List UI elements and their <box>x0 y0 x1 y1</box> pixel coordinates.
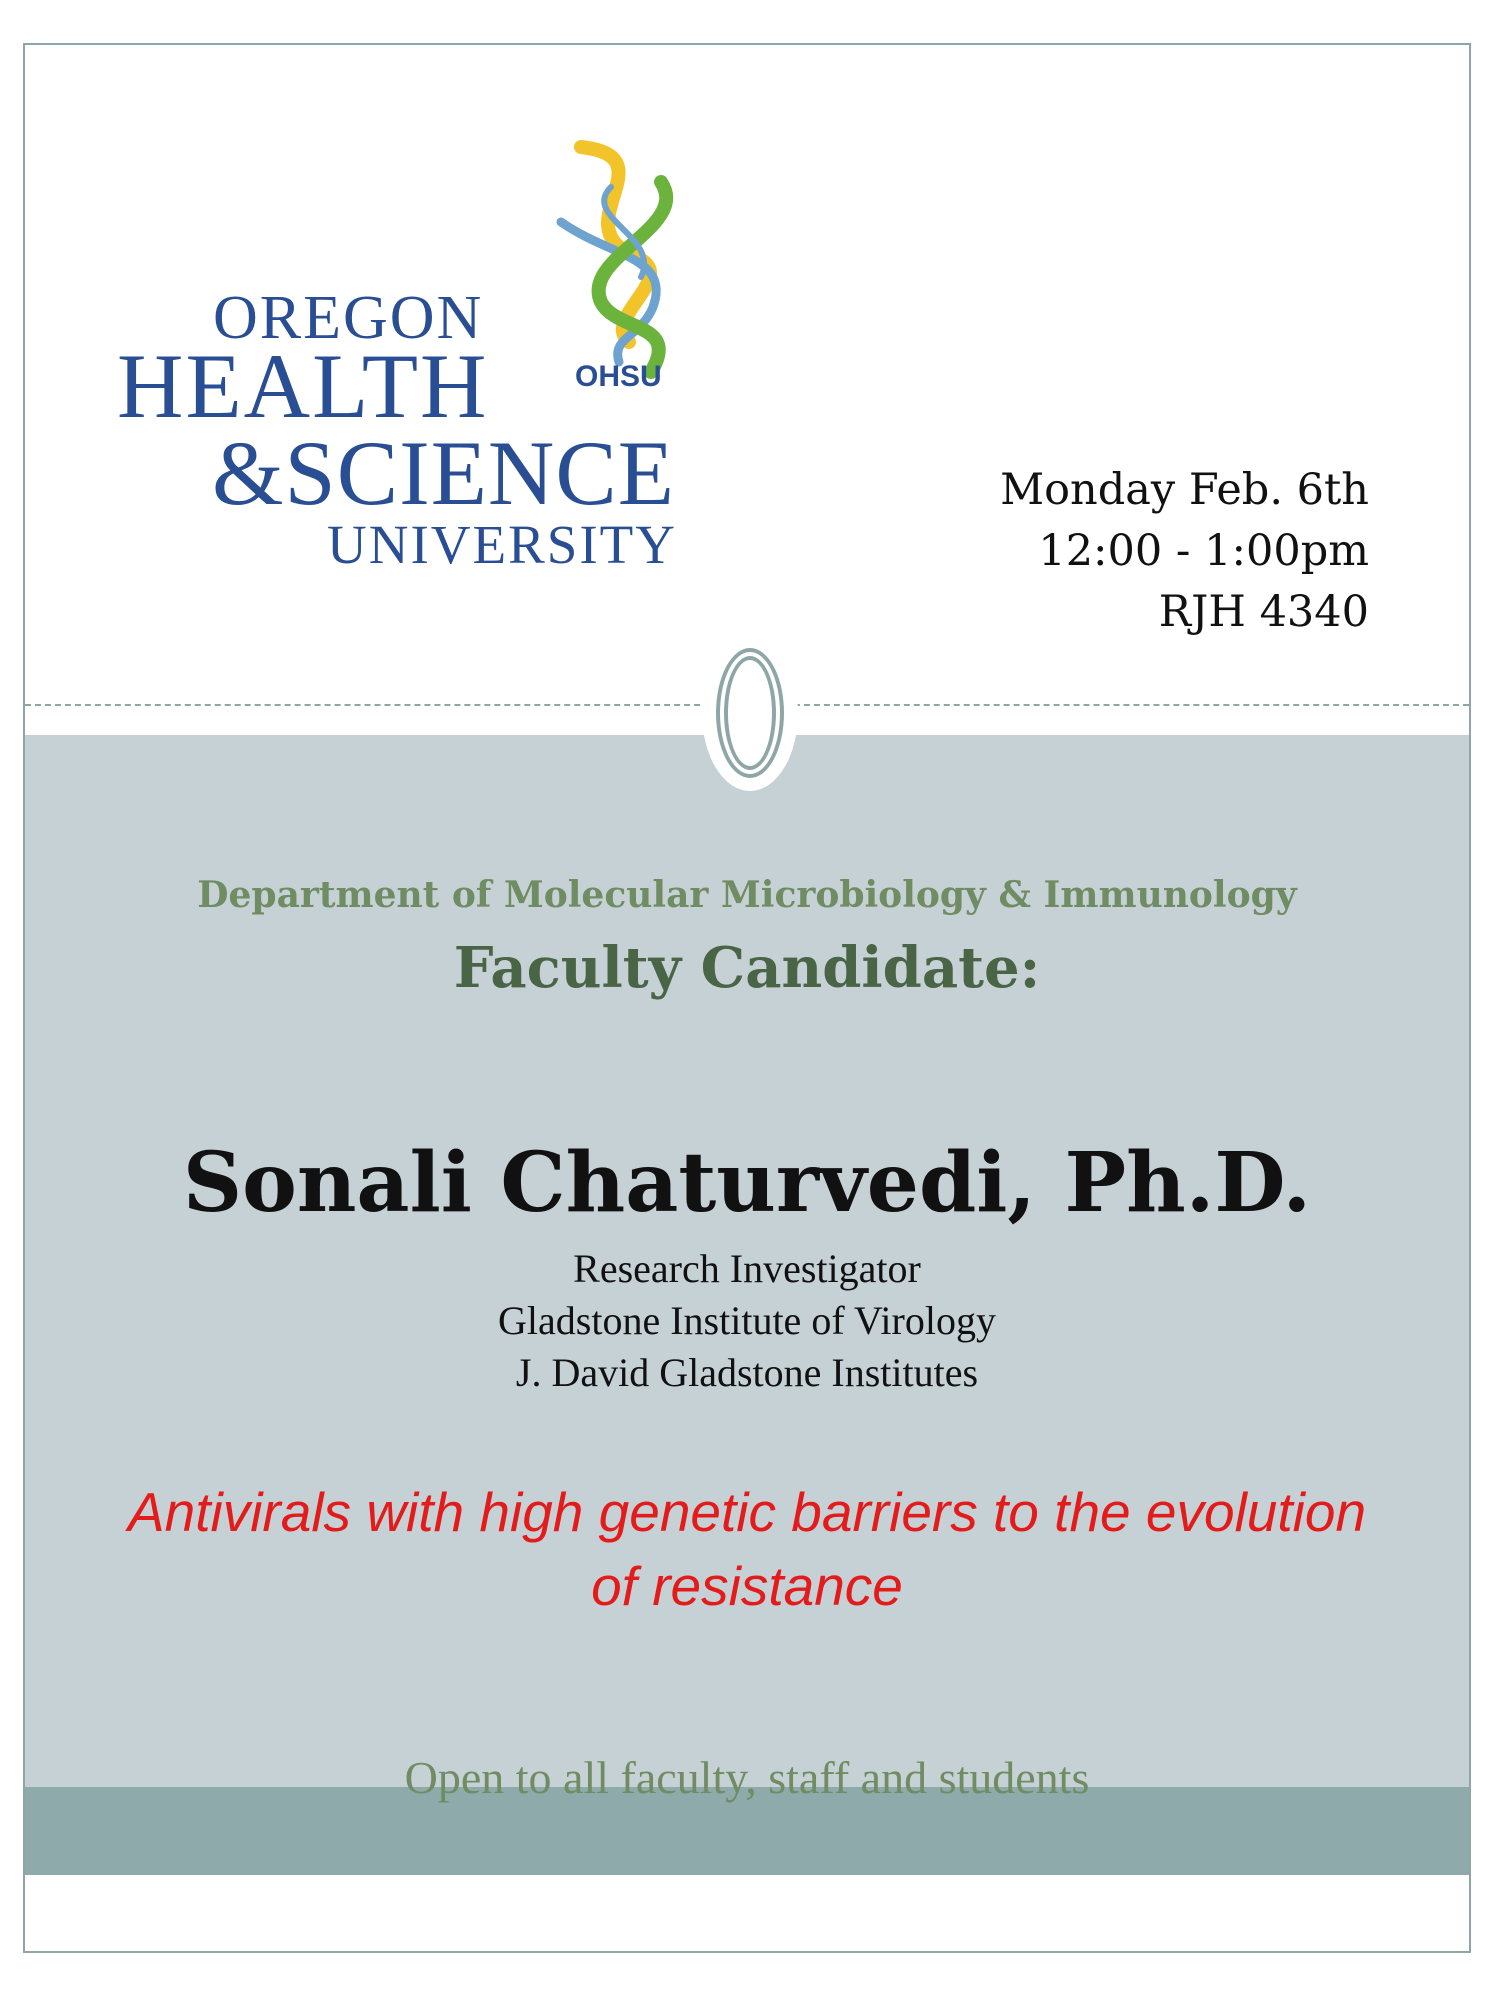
logo-word-science: &SCIENCE <box>212 422 675 524</box>
logo-abbreviation: OHSU <box>575 360 662 393</box>
divider-ornament-inner-ring <box>724 656 776 770</box>
ohsu-logo <box>107 137 727 577</box>
speaker-organization: J. David Gladstone Institutes <box>515 1350 979 1395</box>
audience-note: Open to all faculty, staff and students <box>404 1752 1090 1803</box>
faculty-candidate-heading: Faculty Candidate: <box>453 935 1041 1001</box>
event-details <box>1000 460 1369 643</box>
header-section <box>25 45 1469 703</box>
talk-title-line-1: Antivirals with high genetic barriers to the evolution <box>127 1481 1367 1543</box>
event-date: Monday Feb. 6th <box>1000 465 1369 515</box>
logo-word-university: UNIVERSITY <box>327 514 677 575</box>
department-name: Department of Molecular Microbiology & Immunology <box>197 874 1297 916</box>
talk-title <box>25 1475 1469 1623</box>
event-time: 12:00 - 1:00pm <box>1038 526 1369 576</box>
speaker-institute: Gladstone Institute of Virology <box>498 1298 996 1343</box>
speaker-name: Sonali Chaturvedi, Ph.D. <box>182 1135 1312 1231</box>
talk-title-line-2: of resistance <box>591 1555 903 1617</box>
speaker-title: Research Investigator <box>573 1246 921 1291</box>
event-room: RJH 4340 <box>1158 587 1369 637</box>
logo-word-health: HEALTH <box>117 335 489 437</box>
logo-word-oregon: OREGON <box>213 284 484 352</box>
poster <box>23 43 1471 1953</box>
